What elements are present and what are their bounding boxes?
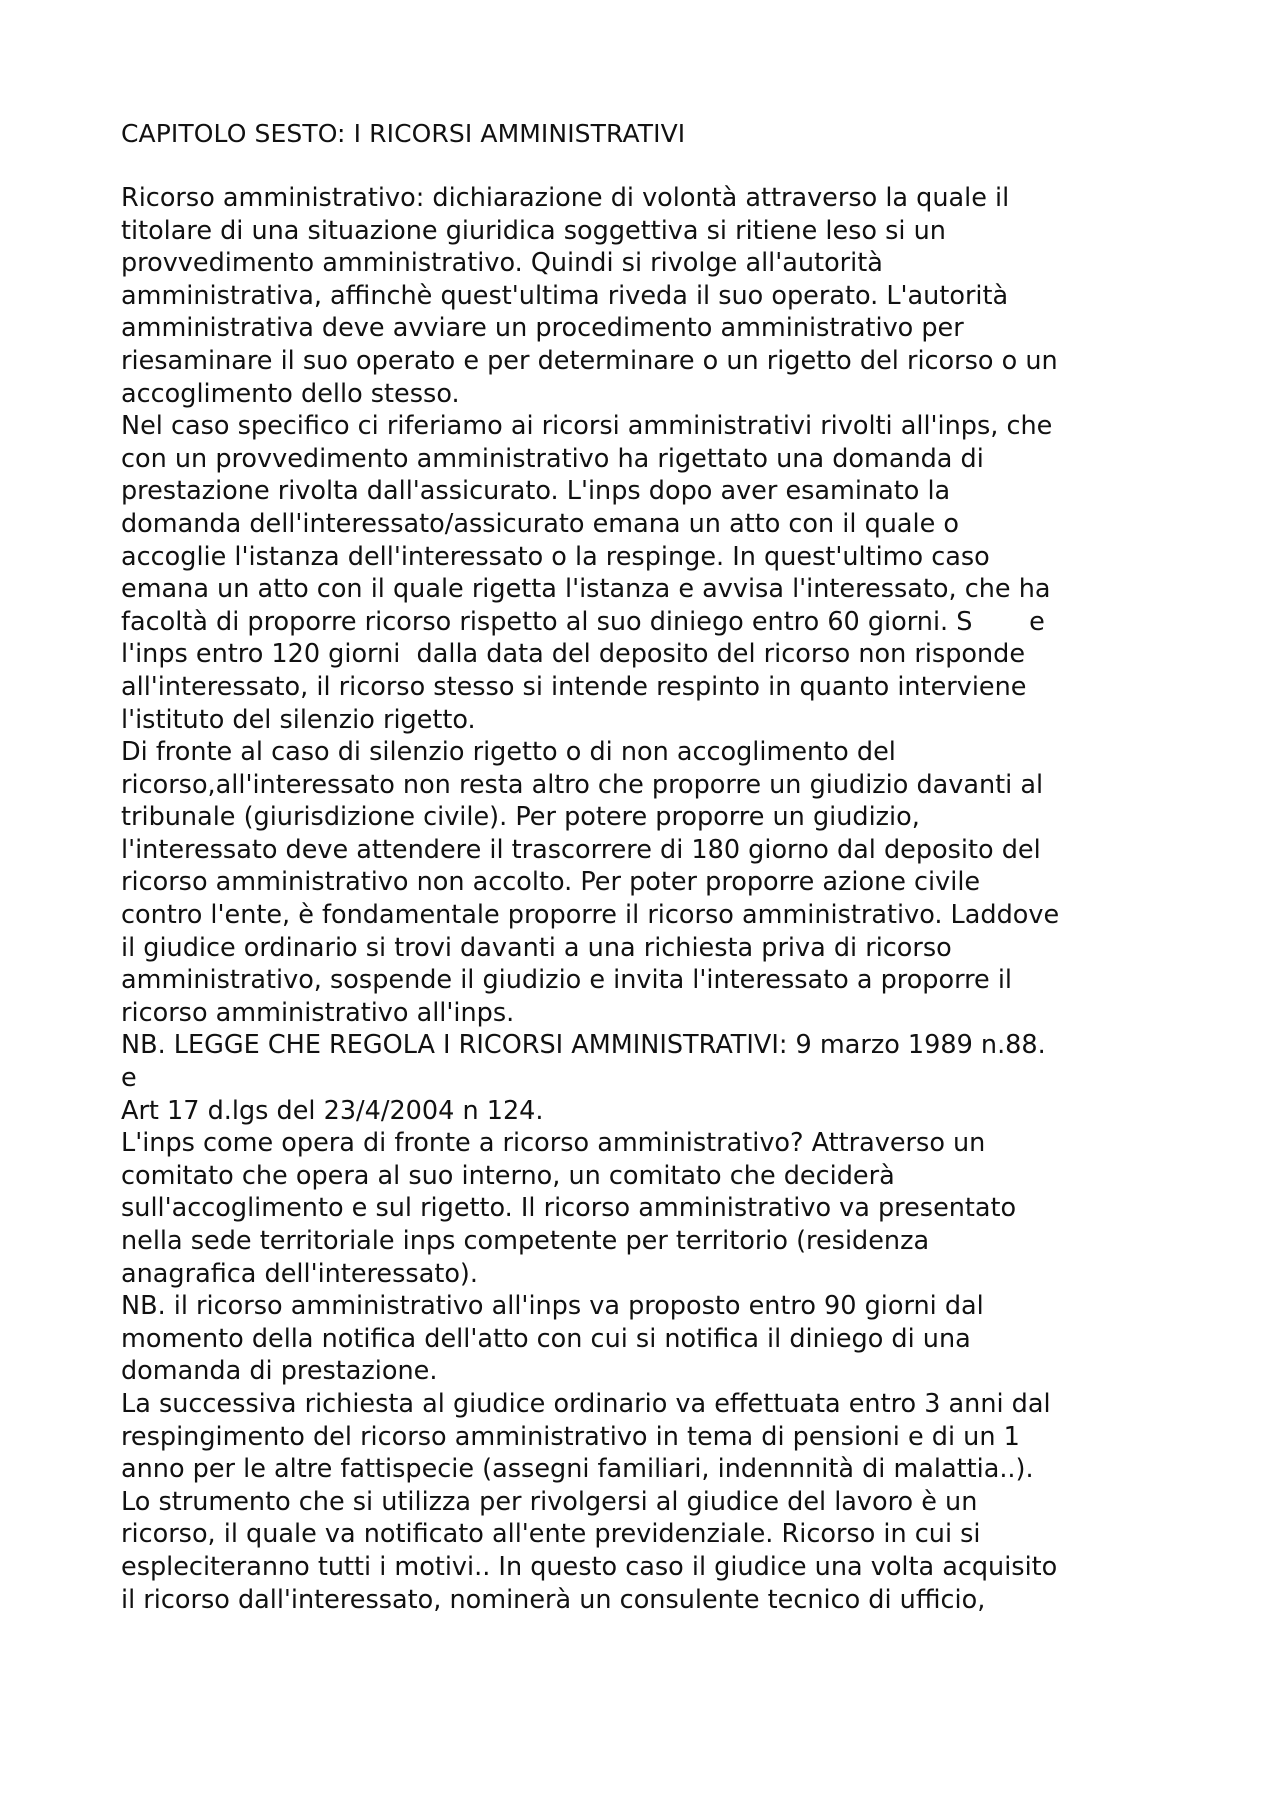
text-line: titolare di una situazione giuridica soggettiva si ritiene leso si un — [121, 215, 946, 246]
text-line: il ricorso dall'interessato, nominerà un consulente tecnico di ufficio, — [121, 1584, 986, 1615]
text-line: il giudice ordinario si trovi davanti a una richiesta priva di ricorso — [121, 932, 952, 963]
text-line: respingimento del ricorso amministrativo in tema di pensioni e di un 1 — [121, 1421, 1020, 1452]
body-text — [121, 182, 1200, 1616]
text-line: amministrativa, affinchè quest'ultima riveda il suo operato. L'autorità — [121, 280, 1009, 311]
text-line: con un provvedimento amministrativo ha rigettato una domanda di — [121, 443, 984, 474]
text-line: anagrafica dell'interessato). — [121, 1258, 478, 1289]
text-line: l'inps entro 120 giorni dalla data del deposito del ricorso non risponde — [121, 639, 1026, 670]
text-line: La successiva richiesta al giudice ordinario va effettuata entro 3 anni dal — [121, 1388, 1051, 1419]
text-line: momento della notifica dell'atto con cui si notifica il diniego di una — [121, 1323, 971, 1354]
text-line: amministrativo, sospende il giudizio e invita l'interessato a proporre il — [121, 965, 1013, 996]
text-line: sull'accoglimento e sul rigetto. Il ricorso amministrativo va presentato — [121, 1193, 1017, 1224]
text-line: Nel caso specifico ci riferiamo ai ricorsi amministrativi rivolti all'inps, che — [121, 411, 1053, 442]
text-line: ricorso amministrativo all'inps. — [121, 997, 515, 1028]
text-line: anno per le altre fattispecie (assegni familiari, indennnità di malattia..). — [121, 1454, 1034, 1485]
text-line: riesaminare il suo operato e per determinare o un rigetto del ricorso o un — [121, 345, 1058, 376]
text-line: Di fronte al caso di silenzio rigetto o di non accoglimento del — [121, 737, 896, 768]
text-line: prestazione rivolta dall'assicurato. L'inps dopo aver esaminato la — [121, 476, 951, 507]
text-line: amministrativa deve avviare un procedimento amministrativo per — [121, 313, 964, 344]
text-line: Ricorso amministrativo: dichiarazione di volontà attraverso la quale il — [121, 183, 1010, 213]
text-line: nella sede territoriale inps competente per territorio (residenza — [121, 1226, 930, 1256]
text-line: l'istituto del silenzio rigetto. — [121, 704, 476, 735]
text-line: contro l'ente, è fondamentale proporre il ricorso amministrativo. Laddove — [121, 900, 1060, 931]
text-line: comitato che opera al suo interno, un comitato che deciderà — [121, 1160, 895, 1191]
text-line: L'inps come opera di fronte a ricorso amministrativo? Attraverso un — [121, 1128, 986, 1159]
text-line: l'interessato deve attendere il trascorrere di 180 giorno dal deposito del — [121, 834, 1041, 865]
text-line: domanda di prestazione. — [121, 1356, 438, 1387]
text-line: ricorso,all'interessato non resta altro che proporre un giudizio davanti al — [121, 769, 1044, 800]
chapter-title: CAPITOLO SESTO: I RICORSI AMMINISTRATIVI — [121, 119, 686, 148]
text-line: provvedimento amministrativo. Quindi si rivolge all'autorità — [121, 248, 883, 279]
text-line: all'interessato, il ricorso stesso si intende respinto in quanto interviene — [121, 671, 1027, 702]
text-line: emana un atto con il quale rigetta l'istanza e avvisa l'interessato, che ha — [121, 574, 1051, 605]
text-line: facoltà di proporre ricorso rispetto al suo diniego entro 60 giorni. S e — [121, 606, 1045, 637]
text-line: accoglie l'istanza dell'interessato o la respinge. In quest'ultimo caso — [121, 541, 990, 572]
text-line: e — [121, 1063, 137, 1094]
text-line: espleciteranno tutti i motivi.. In questo caso il giudice una volta acquisito — [121, 1551, 1058, 1582]
text-line: tribunale (giurisdizione civile). Per potere proporre un giudizio, — [121, 802, 920, 833]
text-line: Lo strumento che si utilizza per rivolgersi al giudice del lavoro è un — [121, 1486, 978, 1517]
text-line: ricorso, il quale va notificato all'ente previdenziale. Ricorso in cui si — [121, 1519, 981, 1550]
text-line: ricorso amministrativo non accolto. Per poter proporre azione civile — [121, 867, 981, 898]
text-line: accoglimento dello stesso. — [121, 378, 460, 409]
text-line: domanda dell'interessato/assicurato emana un atto con il quale o — [121, 508, 960, 539]
text-line: Art 17 d.lgs del 23/4/2004 n 124. — [121, 1095, 544, 1126]
text-line: NB. il ricorso amministrativo all'inps va proposto entro 90 giorni dal — [121, 1291, 984, 1322]
text-line: NB. LEGGE CHE REGOLA I RICORSI AMMINISTRATIVI: 9 marzo 1989 n.88. — [121, 1030, 1046, 1061]
